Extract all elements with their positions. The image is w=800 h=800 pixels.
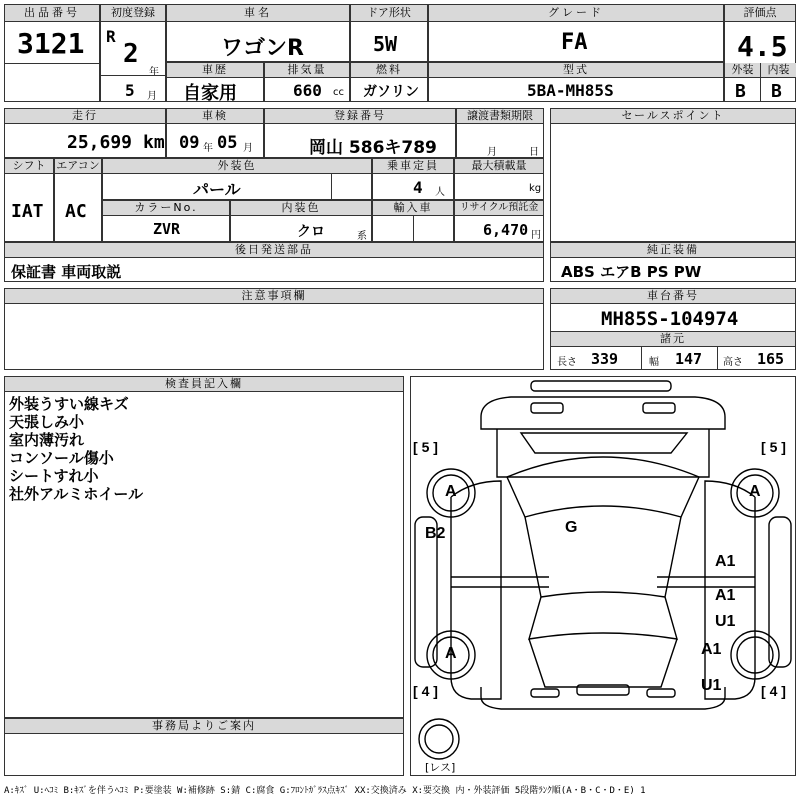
lot-number: 3121 bbox=[17, 27, 85, 60]
chassis-number: MH85S-104974 bbox=[601, 308, 739, 330]
color-no-label: カラーNo. bbox=[103, 201, 229, 216]
color-no: ZVR bbox=[153, 220, 181, 238]
year-num: 2 bbox=[123, 39, 139, 69]
tire-rl: 4 bbox=[421, 683, 430, 699]
reg-box bbox=[264, 108, 456, 158]
car-name-label: 車名 bbox=[167, 5, 349, 22]
inspection-label: 車検 bbox=[167, 109, 263, 124]
spare-value: レス bbox=[429, 761, 451, 774]
wheel-fl-mark: A bbox=[445, 483, 457, 500]
insp-year-unit: 年 bbox=[203, 143, 213, 154]
capacity-unit: 人 bbox=[435, 187, 445, 198]
right-a1-mark: A1 bbox=[701, 641, 722, 658]
year-unit: 年 bbox=[149, 67, 159, 78]
insp-month: 05 bbox=[217, 133, 238, 153]
right-u1-mark: U1 bbox=[715, 613, 736, 630]
tire-rr: 4 bbox=[769, 683, 778, 699]
insp-year: 09 bbox=[179, 133, 200, 153]
capacity-box bbox=[372, 158, 454, 200]
history: 自家用 bbox=[183, 83, 237, 104]
color: パール bbox=[193, 180, 241, 199]
grade-label: グレード bbox=[429, 5, 723, 22]
inspector-line: 社外アルミホイール bbox=[9, 485, 144, 503]
door-label: ドア形状 bbox=[351, 5, 427, 22]
chassis-box bbox=[550, 288, 796, 370]
inspector-label: 検査員記入欄 bbox=[5, 377, 403, 392]
inspection-box bbox=[166, 108, 264, 158]
notes-label: 注意事項欄 bbox=[5, 289, 543, 304]
car-diagram: [ 5 ] [ 5 ] [ 4 ] [ 4 ] A A A B2 G A1 A1 U1 A1 U1 [レス] bbox=[410, 376, 796, 776]
height-label: 高さ bbox=[723, 357, 743, 368]
door: 5W bbox=[373, 32, 398, 56]
sales-label: セールスポイント bbox=[551, 109, 795, 124]
transfer-box bbox=[456, 108, 544, 158]
inspector-line: 外装うすい線キズ bbox=[9, 395, 129, 413]
inspector-box bbox=[4, 376, 404, 718]
ext-grade: B bbox=[735, 81, 746, 102]
height: 165 bbox=[757, 350, 785, 368]
month-unit: 月 bbox=[147, 91, 157, 102]
int-color-unit: 系 bbox=[357, 231, 367, 242]
int-grade: B bbox=[771, 81, 782, 102]
import-box bbox=[372, 200, 454, 242]
capacity-label: 乗車定員 bbox=[373, 159, 453, 174]
width-label: 幅 bbox=[649, 357, 659, 368]
lot-label: 出品番号 bbox=[5, 5, 99, 22]
score-label: 評価点 bbox=[725, 5, 795, 22]
ext-label: 外装 bbox=[725, 63, 760, 78]
later-parts-box bbox=[4, 242, 544, 282]
color-box bbox=[102, 158, 372, 200]
mileage-box bbox=[4, 108, 166, 158]
office-box bbox=[4, 718, 404, 776]
recycle-box bbox=[454, 200, 544, 242]
inspector-line: 天張しみ小 bbox=[9, 413, 85, 431]
color-label: 外装色 bbox=[103, 159, 371, 174]
shift-box bbox=[4, 158, 54, 242]
load-box bbox=[454, 158, 544, 200]
right-u1-mark: U1 bbox=[701, 677, 722, 694]
era: R bbox=[106, 27, 116, 46]
width: 147 bbox=[675, 350, 703, 368]
model-label: 型式 bbox=[429, 63, 723, 78]
transfer-day: 日 bbox=[529, 147, 539, 158]
displacement-label: 排気量 bbox=[265, 63, 349, 78]
spare-label: [レス] bbox=[425, 761, 456, 774]
equipment-label: 純正装備 bbox=[551, 243, 795, 258]
score-box bbox=[724, 4, 796, 102]
inspector-line: 室内薄汚れ bbox=[9, 431, 85, 449]
legend: A:ｷｽﾞ U:ﾍｺﾐ B:ｷｽﾞを伴うﾍｺﾐ P:要塗装 W:補修跡 S:錆 C:腐食 G:ﾌﾛﾝﾄｶﾞﾗｽ点ｷｽﾞ XX:交換済み X:要交換 内・外装評価 5段階ﾗﾝｸ順(A・B・C・D・E) 1 bbox=[4, 786, 646, 796]
capacity: 4 bbox=[413, 178, 423, 197]
ac-box bbox=[54, 158, 102, 242]
length-label: 長さ bbox=[557, 357, 577, 368]
model-box bbox=[428, 62, 724, 102]
load-unit: kg bbox=[529, 183, 542, 194]
mileage-label: 走行 bbox=[5, 109, 165, 124]
inspector-line: シートすれ小 bbox=[9, 467, 99, 485]
dims-label: 諸元 bbox=[551, 331, 795, 347]
int-color-box bbox=[230, 200, 372, 242]
notes-box bbox=[4, 288, 544, 370]
car-name-box bbox=[166, 4, 350, 62]
reg: 岡山 586キ789 bbox=[309, 138, 437, 158]
office-label: 事務局よりご案内 bbox=[5, 719, 403, 734]
right-a1-mark: A1 bbox=[715, 553, 736, 570]
inspector-line: コンソール傷小 bbox=[9, 449, 114, 467]
car-name: ワゴンR bbox=[221, 36, 304, 61]
length: 339 bbox=[591, 350, 619, 368]
sales-box bbox=[550, 108, 796, 242]
mileage: 25,699 bbox=[67, 132, 133, 153]
displacement-unit: cc bbox=[333, 87, 344, 98]
lot-box bbox=[4, 4, 100, 102]
int-label: 内装 bbox=[761, 63, 796, 78]
recycle-unit: 円 bbox=[531, 230, 541, 241]
shift: IAT bbox=[11, 201, 44, 222]
color-no-box bbox=[102, 200, 230, 242]
month-num: 5 bbox=[125, 81, 135, 100]
chassis-label: 車台番号 bbox=[551, 289, 795, 304]
later-parts: 保証書 車両取説 bbox=[11, 263, 122, 281]
recycle-label: リサイクル預託金 bbox=[455, 201, 543, 216]
wheel-fr-mark: A bbox=[749, 483, 761, 500]
displacement: 660 bbox=[293, 81, 322, 100]
history-box bbox=[166, 62, 264, 102]
later-label: 後日発送部品 bbox=[5, 243, 543, 258]
door-box bbox=[350, 4, 428, 62]
history-label: 車歴 bbox=[167, 63, 263, 78]
ac: AC bbox=[65, 201, 87, 222]
reg-label: 登録番号 bbox=[265, 109, 455, 124]
int-color: クロ bbox=[297, 224, 325, 240]
car-outline bbox=[411, 377, 795, 775]
displacement-box bbox=[264, 62, 350, 102]
fuel-box bbox=[350, 62, 428, 102]
grade-box bbox=[428, 4, 724, 62]
grade: FA bbox=[561, 30, 588, 55]
insp-month-unit: 月 bbox=[243, 143, 253, 154]
shift-label: シフト bbox=[5, 159, 53, 174]
load-label: 最大積載量 bbox=[455, 159, 543, 174]
wheel-rl-mark: A bbox=[445, 645, 457, 662]
model: 5BA-MH85S bbox=[527, 81, 614, 100]
equipment: ABS エアB PS PW bbox=[561, 263, 702, 281]
recycle: 6,470 bbox=[483, 221, 529, 239]
score: 4.5 bbox=[737, 30, 788, 63]
fuel-label: 燃料 bbox=[351, 63, 427, 78]
mileage-unit: km bbox=[143, 132, 165, 153]
tire-fr: 5 bbox=[769, 439, 778, 455]
first-reg-box bbox=[100, 4, 166, 102]
ac-label: エアコン bbox=[56, 159, 100, 172]
tire-fl: 5 bbox=[421, 439, 430, 455]
first-reg-label: 初度登録 bbox=[101, 5, 165, 22]
right-a1-mark: A1 bbox=[715, 587, 736, 604]
import-label: 輸入車 bbox=[373, 201, 453, 216]
left-b2-mark: B2 bbox=[425, 525, 446, 542]
roof-mark: G bbox=[565, 519, 578, 536]
transfer-label: 譲渡書類期限 bbox=[457, 109, 543, 124]
equipment-box bbox=[550, 242, 796, 282]
fuel: ガソリン bbox=[363, 84, 419, 100]
int-color-label: 内装色 bbox=[231, 201, 371, 216]
transfer-month: 月 bbox=[487, 147, 497, 158]
